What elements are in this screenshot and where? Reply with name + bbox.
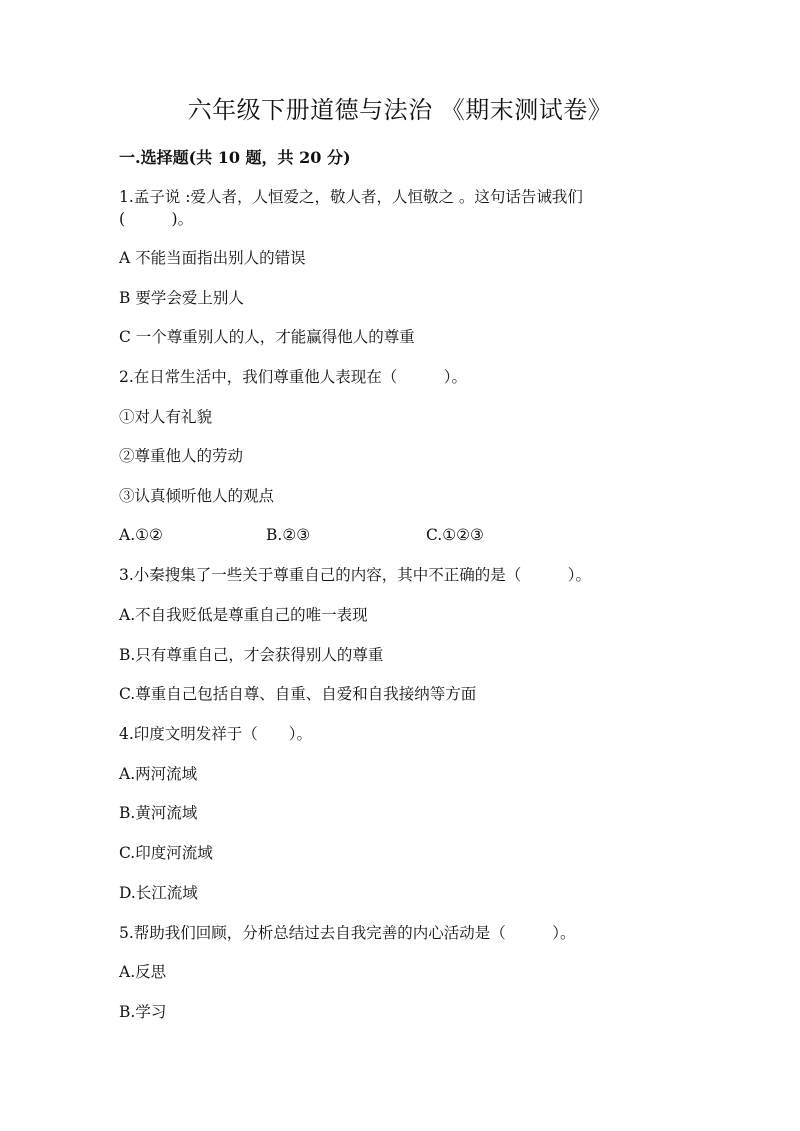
- question-5-option-a: A.反思: [119, 963, 167, 981]
- question-5-stem: 5.帮助我们回顾，分析总结过去自我完善的内心活动是（ ）。: [119, 924, 576, 942]
- question-2-item-3: ③认真倾听他人的观点: [119, 487, 275, 505]
- question-4-option-d: D.长江流域: [119, 884, 198, 902]
- question-2-item-2: ②尊重他人的劳动: [119, 447, 244, 465]
- question-1-stem-line-2: ( )。: [119, 210, 194, 228]
- question-4-option-a: A.两河流域: [119, 765, 198, 783]
- question-2-item-1: ①对人有礼貌: [119, 408, 213, 426]
- question-1-option-c: C 一个尊重别人的人，才能赢得他人的尊重: [119, 328, 415, 346]
- question-1-option-a: A 不能当面指出别人的错误: [119, 249, 306, 267]
- question-3-option-a: A.不自我贬低是尊重自己的唯一表现: [119, 606, 368, 624]
- question-3-option-c: C.尊重自己包括自尊、自重、自爱和自我接纳等方面: [119, 685, 477, 703]
- question-4-option-b: B.黄河流域: [119, 804, 198, 822]
- question-1-option-b: B 要学会爱上别人: [119, 289, 244, 307]
- question-2-stem: 2.在日常生活中，我们尊重他人表现在（ ）。: [119, 368, 468, 386]
- question-2-choice-a: A.①②: [119, 526, 163, 544]
- question-3-option-b: B.只有尊重自己，才会获得别人的尊重: [119, 646, 384, 664]
- question-3-stem: 3.小秦搜集了一些关于尊重自己的内容，其中不正确的是（ ）。: [119, 566, 592, 584]
- question-4-option-c: C.印度河流域: [119, 844, 213, 862]
- page-title: 六年级下册道德与法治 《期末测试卷》: [187, 96, 613, 124]
- section-heading: 一.选择题(共 10 题，共 20 分): [119, 148, 351, 167]
- question-5-option-b: B.学习: [119, 1003, 167, 1021]
- question-1-stem-line-1: 1.孟子说 :爱人者，人恒爱之，敬人者，人恒敬之 。这句话告诫我们: [119, 188, 583, 206]
- question-4-stem: 4.印度文明发祥于（ ）。: [119, 725, 313, 743]
- question-2-choice-b: B.②③: [266, 526, 311, 544]
- question-2-choice-c: C.①②③: [426, 526, 484, 544]
